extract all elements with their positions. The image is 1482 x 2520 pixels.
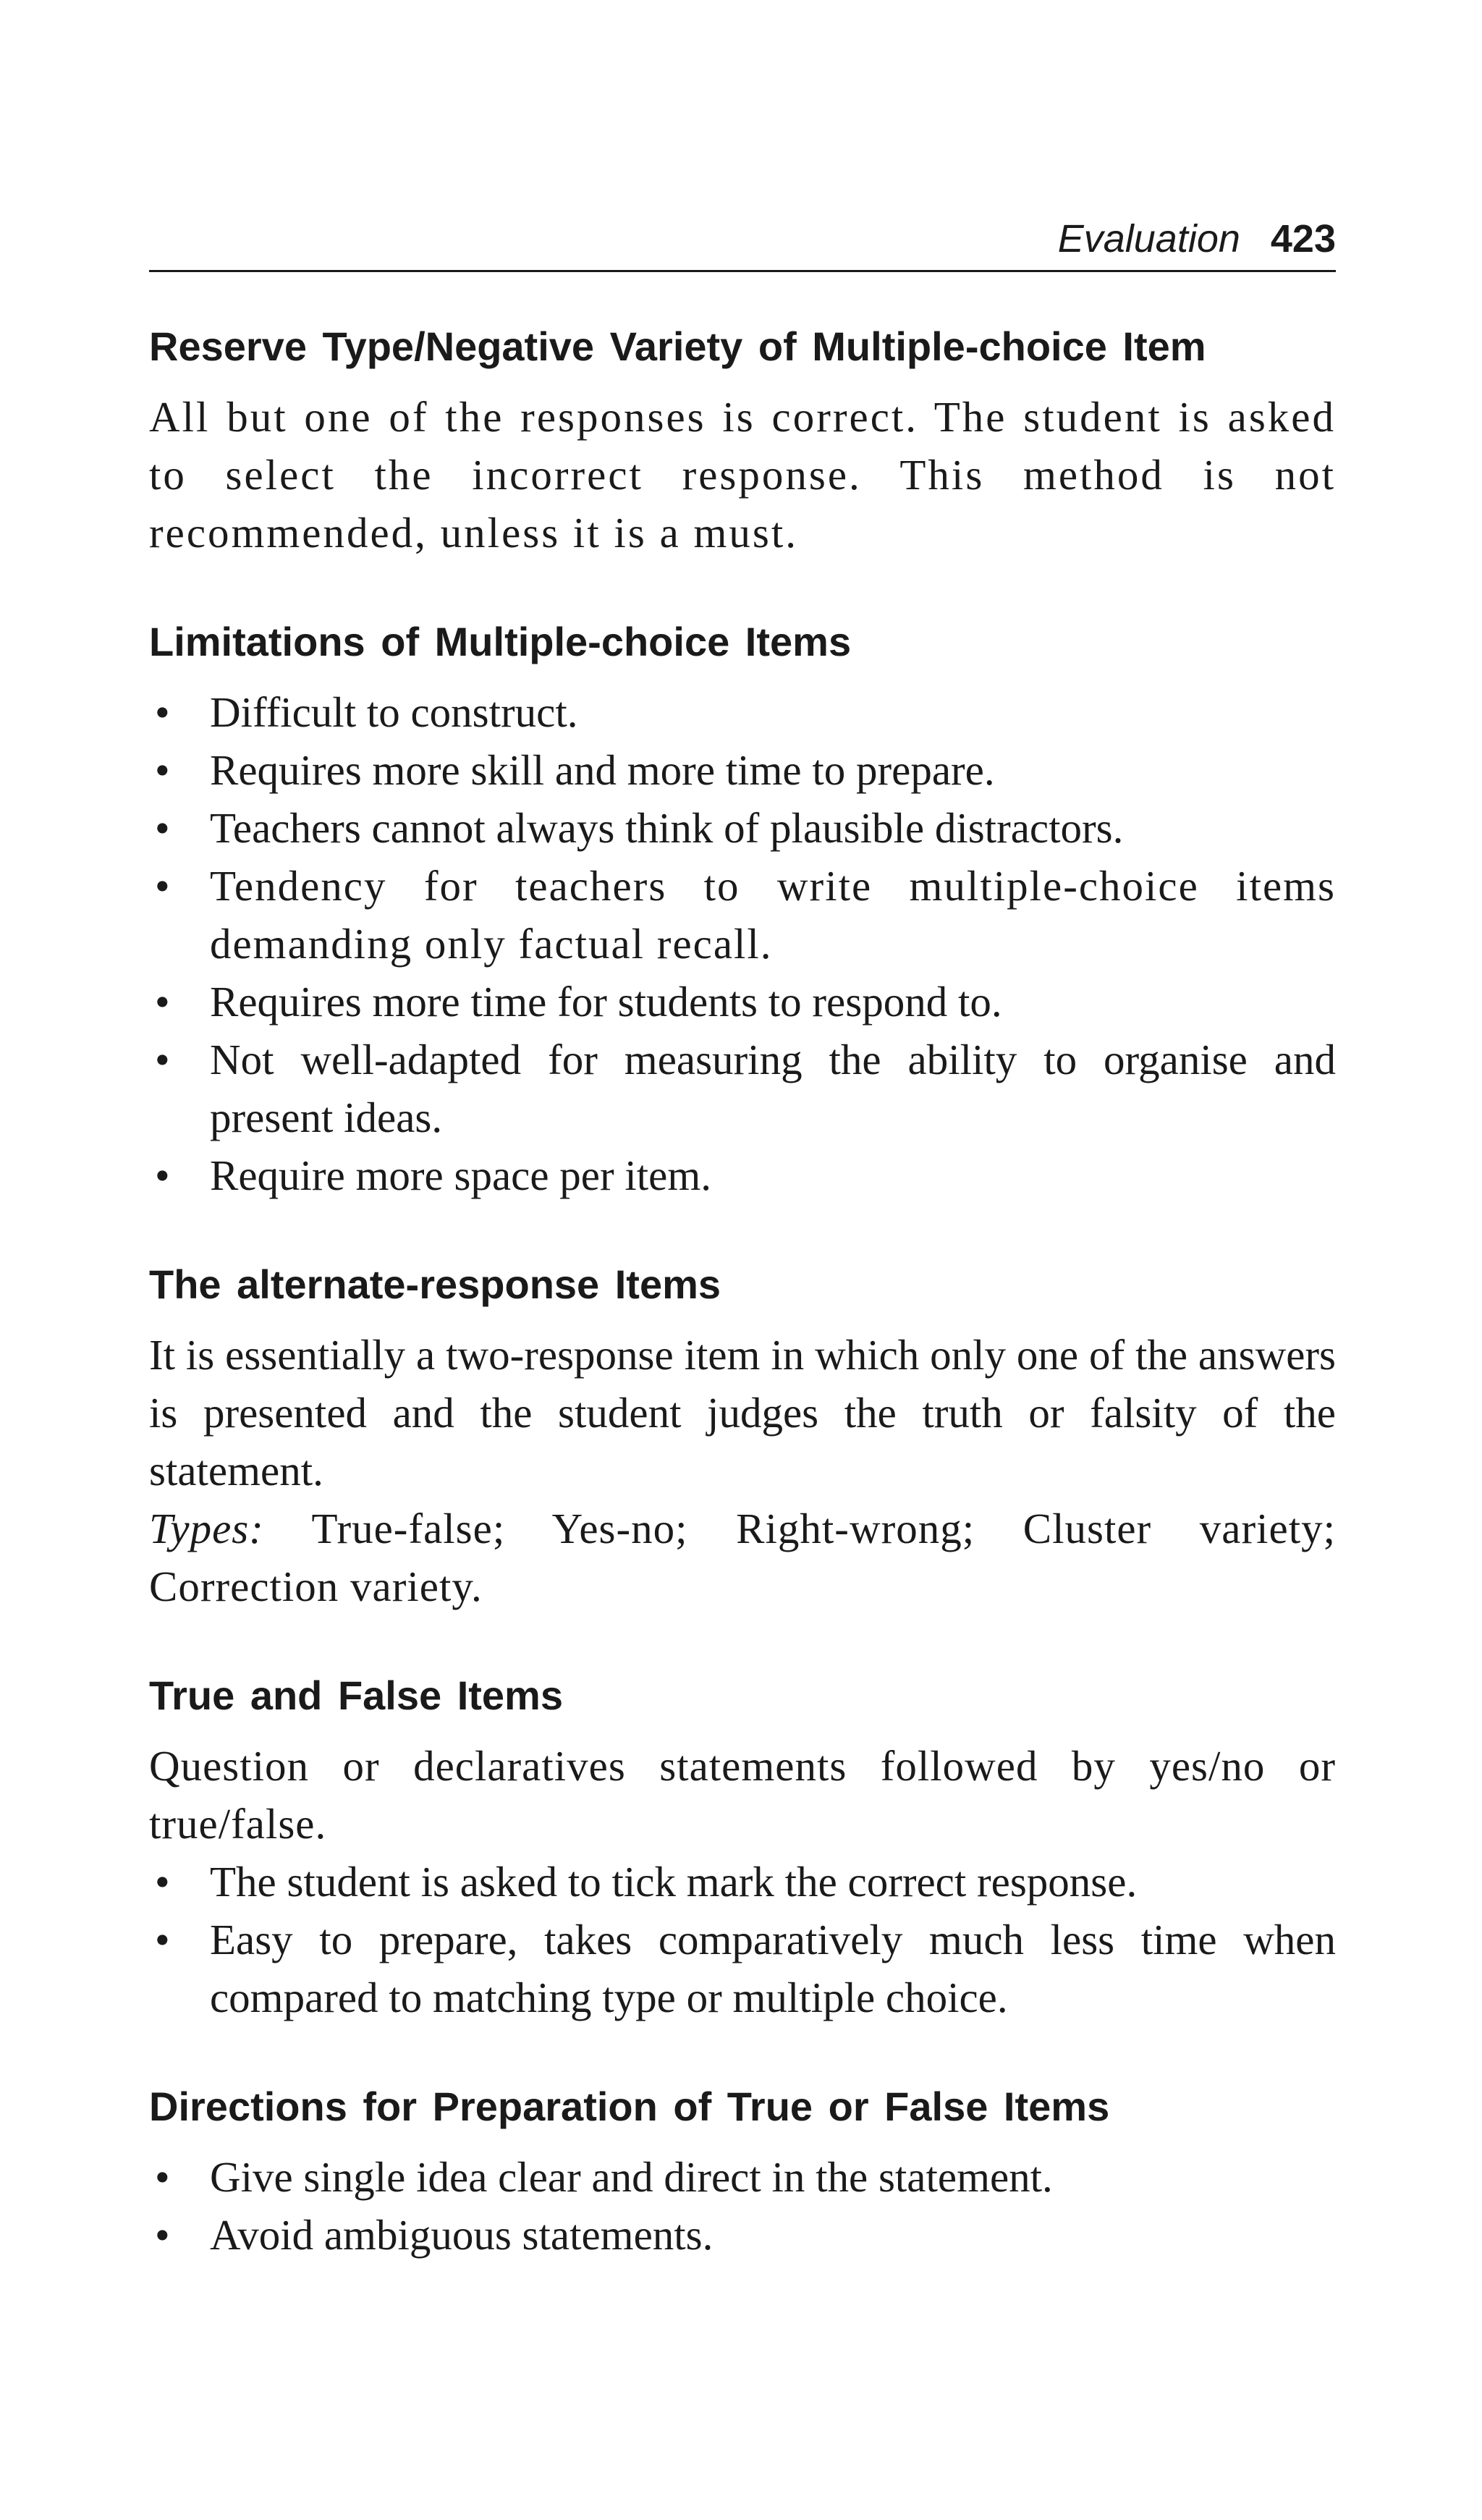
list-item bbox=[149, 1911, 1336, 2026]
list-item bbox=[149, 2206, 1336, 2264]
bullet-icon: • bbox=[155, 746, 170, 794]
page-content bbox=[149, 318, 1336, 2264]
running-header bbox=[149, 210, 1336, 272]
page-number: 423 bbox=[1270, 217, 1336, 261]
list-item-text: Tendency for teachers to write multiple-choice items demanding only factual recall. bbox=[210, 862, 1336, 968]
bullet-icon: • bbox=[155, 1036, 170, 1083]
list-item bbox=[149, 857, 1336, 973]
book-page bbox=[149, 0, 1336, 2520]
limitations-list bbox=[149, 683, 1336, 1204]
directions-list bbox=[149, 2148, 1336, 2264]
list-item bbox=[149, 2148, 1336, 2206]
list-item-text: The student is asked to tick mark the correct response. bbox=[210, 1858, 1138, 1906]
bullet-icon: • bbox=[155, 688, 170, 736]
list-item-text: Teachers cannot always think of plausible distractors. bbox=[210, 804, 1124, 852]
list-item-text: Easy to prepare, takes comparatively much less time when compared to matching type or multiple choice. bbox=[210, 1916, 1336, 2021]
running-title: Evaluation bbox=[1057, 217, 1240, 261]
list-item-text: Avoid ambiguous statements. bbox=[210, 2211, 714, 2259]
types-label: Types: bbox=[149, 1505, 264, 1552]
list-item-text: Not well-adapted for measuring the ability to organise and present ideas. bbox=[210, 1036, 1336, 1141]
list-item-text: Require more space per item. bbox=[210, 1151, 711, 1199]
paragraph-alternate-response: It is essentially a two-response item in which only one of the answers is presented and the student judges the truth or falsity of the statement. bbox=[149, 1331, 1336, 1494]
section-heading-reserve-type: Reserve Type/Negative Variety of Multiple-choice Item bbox=[149, 324, 1206, 369]
list-item bbox=[149, 799, 1336, 857]
bullet-icon: • bbox=[155, 2153, 170, 2201]
list-item bbox=[149, 1031, 1336, 1146]
list-item bbox=[149, 741, 1336, 799]
bullet-icon: • bbox=[155, 978, 170, 1026]
list-item bbox=[149, 973, 1336, 1031]
bullet-icon: • bbox=[155, 1916, 170, 1963]
list-item-text: Give single idea clear and direct in the statement. bbox=[210, 2153, 1053, 2201]
paragraph-true-false: Question or declaratives statements followed by yes/no or true/false. bbox=[149, 1742, 1336, 1848]
bullet-icon: • bbox=[155, 1151, 170, 1199]
true-false-list bbox=[149, 1853, 1336, 2026]
list-item bbox=[149, 683, 1336, 741]
section-heading-alternate-response: The alternate-response Items bbox=[149, 1261, 721, 1307]
section-heading-directions: Directions for Preparation of True or False Items bbox=[149, 2084, 1110, 2129]
list-item bbox=[149, 1853, 1336, 1911]
paragraph-reserve-type: All but one of the responses is correct. The student is asked to select the incorrect response. This method is not recommended, unless it is a must. bbox=[149, 393, 1336, 557]
section-heading-limitations: Limitations of Multiple-choice Items bbox=[149, 619, 852, 664]
list-item-text: Requires more time for students to respond to. bbox=[210, 978, 1002, 1026]
types-paragraph bbox=[149, 1500, 1336, 1615]
bullet-icon: • bbox=[155, 804, 170, 852]
list-item bbox=[149, 1146, 1336, 1204]
section-heading-true-false: True and False Items bbox=[149, 1673, 563, 1718]
bullet-icon: • bbox=[155, 1858, 170, 1906]
bullet-icon: • bbox=[155, 2211, 170, 2259]
list-item-text: Requires more skill and more time to prepare. bbox=[210, 746, 995, 794]
types-text: True-false; Yes-no; Right-wrong; Cluster variety; Correction variety. bbox=[149, 1505, 1336, 1610]
bullet-icon: • bbox=[155, 862, 172, 910]
list-item-text: Difficult to construct. bbox=[210, 688, 578, 736]
